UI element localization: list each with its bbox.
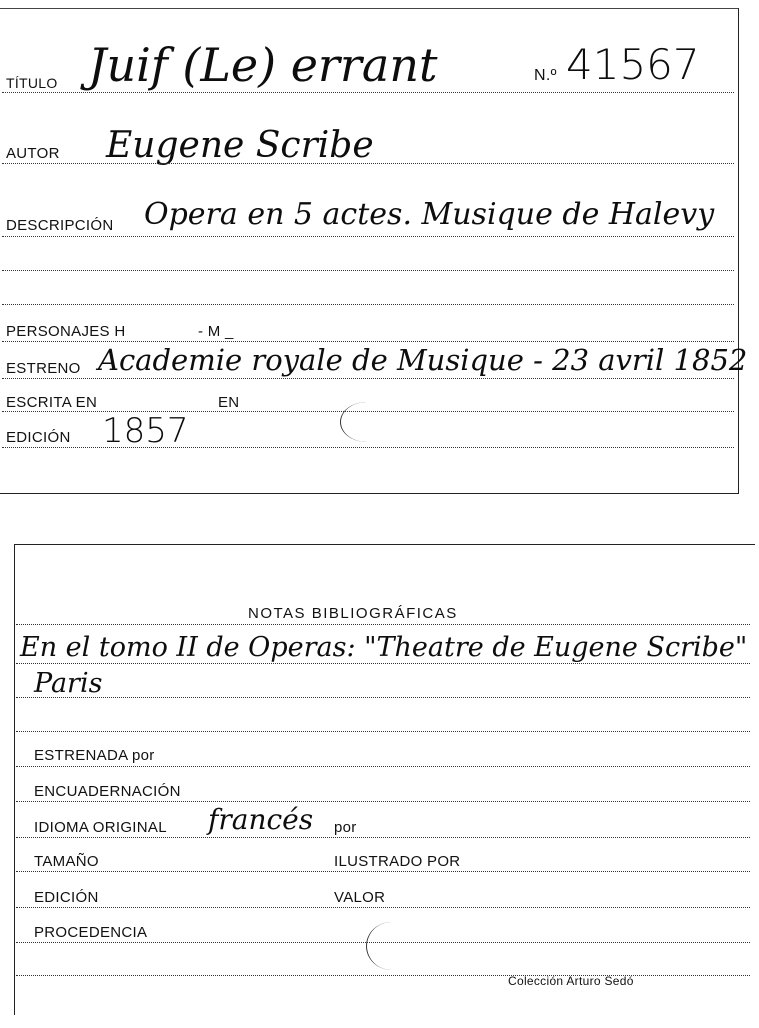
estreno-value: Academie royale de Musique - 23 avril 1852	[98, 343, 748, 377]
tamano-label: TAMAÑO	[34, 853, 99, 870]
library-seal-mark	[340, 402, 393, 442]
note-line-1: En el tomo II de Operas: "Theatre de Eugene Scribe"	[20, 632, 748, 663]
personajes-label: PERSONAJES H	[6, 323, 126, 340]
autor-label: AUTOR	[6, 145, 60, 162]
escrita-en-label: ESCRITA EN	[6, 394, 98, 411]
autor-value: Eugene Scribe	[106, 125, 374, 166]
titulo-value: Juif (Le) errant	[88, 38, 438, 92]
rule-line	[2, 378, 734, 379]
note-line-2: Paris	[34, 668, 103, 699]
rule-line	[16, 766, 750, 767]
encuadernacion-label: ENCUADERNACIÓN	[34, 783, 181, 800]
valor-label: VALOR	[334, 889, 386, 906]
rule-line	[2, 270, 734, 271]
por-label: por	[334, 819, 357, 836]
rule-line	[16, 801, 750, 802]
rule-line	[2, 236, 734, 237]
mujeres-label: - M _	[198, 323, 234, 340]
rule-line	[2, 163, 734, 164]
estrenada-por-label: ESTRENADA por	[34, 747, 155, 764]
rule-line	[2, 92, 734, 93]
rule-line	[2, 341, 734, 342]
rule-line	[16, 871, 750, 872]
notas-heading: NOTAS BIBLIOGRÁFICAS	[248, 605, 458, 622]
rule-line	[2, 447, 734, 448]
numero-label: N.º	[534, 67, 557, 84]
rule-line	[2, 304, 734, 305]
rule-line	[16, 975, 750, 976]
numero-value: 41567	[566, 40, 700, 89]
rule-line	[16, 907, 750, 908]
idioma-original-label: IDIOMA ORIGINAL	[34, 819, 167, 836]
coleccion-footer: Colección Arturo Sedó	[508, 974, 634, 988]
titulo-label: TÍTULO	[6, 75, 58, 91]
estreno-label: ESTRENO	[6, 360, 81, 377]
rule-line	[16, 837, 750, 838]
descripcion-label: DESCRIPCIÓN	[6, 217, 114, 234]
en-label: EN	[218, 394, 240, 411]
rule-line	[16, 663, 750, 664]
ilustrado-por-label: ILUSTRADO POR	[334, 853, 461, 870]
idioma-original-value: francés	[208, 803, 314, 836]
edicion-value: 1857	[102, 411, 189, 451]
procedencia-label: PROCEDENCIA	[34, 924, 148, 941]
rule-line	[16, 731, 750, 732]
library-seal-mark	[366, 922, 417, 970]
rule-line	[16, 697, 750, 698]
rule-line	[16, 624, 750, 625]
edicion-label-2: EDICIÓN	[34, 889, 99, 906]
descripcion-value: Opera en 5 actes. Musique de Halevy	[144, 197, 715, 232]
edicion-label: EDICIÓN	[6, 429, 71, 446]
